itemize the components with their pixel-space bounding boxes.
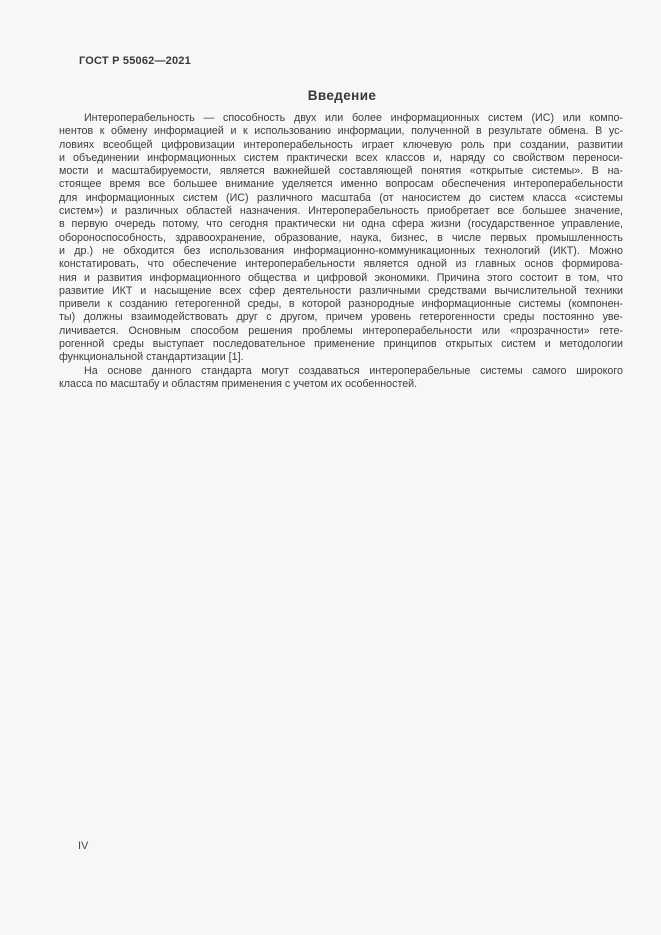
text-line: и объединении информационных систем практически всех классов и, наряду со свойством переноси- xyxy=(59,151,623,164)
text-line: функциональной стандартизации [1]. xyxy=(59,351,244,364)
text-line: привели к созданию гетерогенной среды, в которой разнородные информационные системы (компонен- xyxy=(59,298,623,311)
section-title: Введение xyxy=(307,88,377,103)
text-line: Интероперабельность — способность двух или более информационных систем (ИС) или компо- xyxy=(84,112,623,124)
text-line: обороноспособность, здравоохранение, образование, наука, бизнес, в числе первых промышленность xyxy=(59,231,623,244)
text-line: нентов к обмену информацией и к использованию информации, полученной в результате обмена. В ус- xyxy=(59,125,623,138)
text-line: и др.) не обходится без использования информационно-коммуникационных технологий (ИКТ). Можно xyxy=(59,244,623,257)
text-line: класса по масштабу и областям применения с учетом их особенностей. xyxy=(59,377,418,390)
document-designation: ГОСТ Р 55062—2021 xyxy=(79,55,191,67)
text-line: в первую очередь потому, что сегодня практически ни одна сфера жизни (государственное управление, xyxy=(59,218,623,231)
text-line: личивается. Основным способом решения проблемы интероперабельности или «прозрачности» гете- xyxy=(59,324,623,337)
text-line: ния и развития информационного общества и цифровой экономики. Причина этого состоит в том, что xyxy=(59,271,623,284)
text-line: ты) должны взаимодействовать друг с другом, причем уровень гетерогенности среды постоянно уве- xyxy=(59,311,623,324)
text-line: рогенной среды выступает последовательное применение принципов открытых систем и методологии xyxy=(59,338,623,351)
text-line: систем») и различных областей назначения. Интероперабельность приобретает все большее значение, xyxy=(59,205,623,218)
text-line: ловиях всеобщей цифровизации интероперабельность играет ключевую роль при создании, развитии xyxy=(59,138,623,151)
text-line: для информационных систем (ИС) различного масштаба (от наносистем до систем класса «системы xyxy=(59,191,623,204)
text-line: развитие ИКТ и насыщение всех сфер деятельности различными средствами вычислительной техники xyxy=(59,284,623,297)
paragraph xyxy=(59,112,623,365)
text-line: мости и масштабируемости, является важнейшей составляющей понятия «открытые системы». В на- xyxy=(59,165,623,178)
text-line: На основе данного стандарта могут создаваться интероперабельные системы самого широкого xyxy=(84,364,623,377)
text-line: констатировать, что обеспечение интероперабельности является одной из главных основ формирова- xyxy=(59,258,623,271)
document-body xyxy=(59,112,623,391)
paragraph xyxy=(59,365,623,392)
text-line: стоящее время все большее внимание уделяется именно вопросам обеспечения интероперабельности xyxy=(59,178,623,191)
page-number: IV xyxy=(78,840,89,852)
